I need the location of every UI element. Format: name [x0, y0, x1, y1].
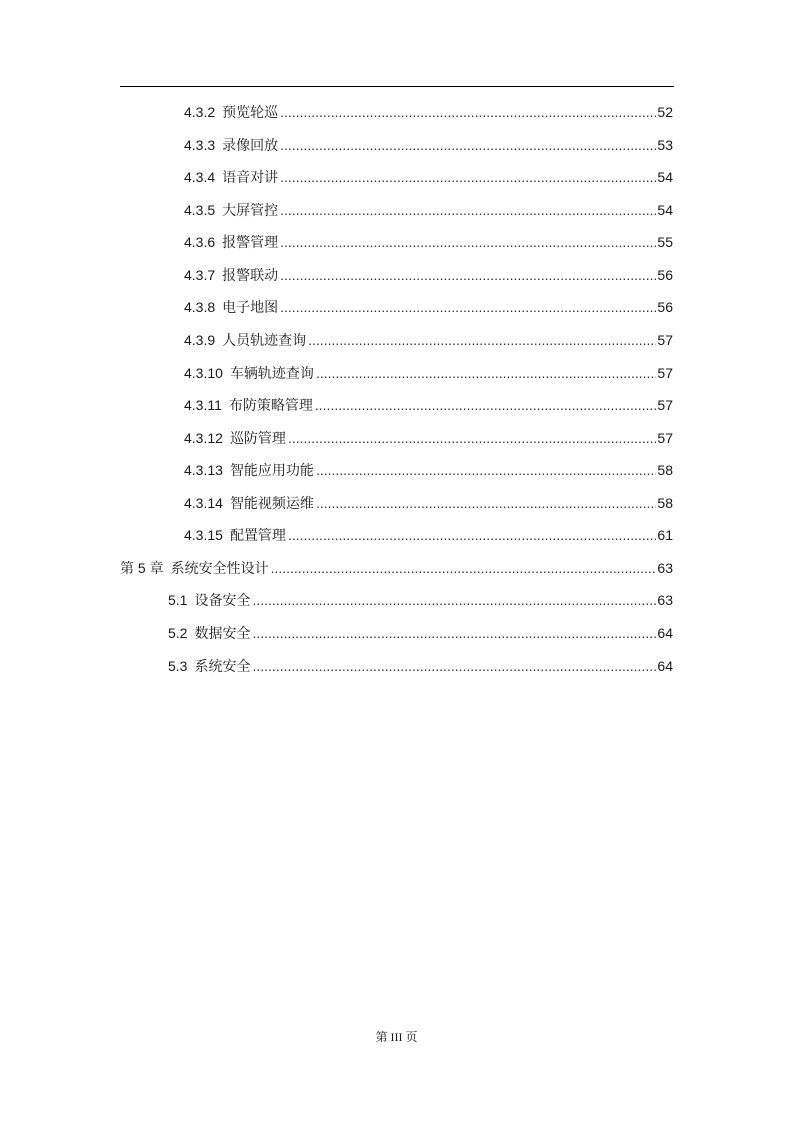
toc-entry[interactable] — [184, 167, 673, 187]
toc-leader-dots — [288, 428, 656, 448]
toc-leader-dots — [280, 167, 656, 187]
toc-entry-title: 报警管理 — [222, 234, 279, 250]
toc-entry-title: 设备安全 — [194, 592, 251, 608]
toc-entry-number: 4.3.15 — [184, 527, 223, 543]
toc-entry-title: 录像回放 — [222, 137, 279, 153]
toc-entry-number: 4.3.3 — [184, 137, 216, 153]
toc-entry-number: 4.3.7 — [184, 267, 216, 283]
toc-entry-title: 智能应用功能 — [229, 462, 314, 478]
toc-entry-number: 4.3.14 — [184, 495, 223, 511]
toc-entry-page: 53 — [657, 137, 673, 153]
toc-entry[interactable] — [168, 623, 673, 643]
toc-entry-page: 54 — [657, 202, 673, 218]
toc-leader-dots — [280, 200, 656, 220]
toc-leader-dots — [280, 102, 656, 122]
toc-leader-dots — [280, 297, 656, 317]
toc-entry[interactable] — [184, 395, 673, 415]
toc-entry-number: 4.3.12 — [184, 430, 223, 446]
toc-entry-title: 布防策略管理 — [228, 397, 313, 413]
toc-entry-title: 车辆轨迹查询 — [229, 365, 314, 381]
toc-entry-title: 报警联动 — [222, 267, 279, 283]
toc-entry-title: 电子地图 — [222, 299, 279, 315]
toc-entry-page: 57 — [657, 397, 673, 413]
toc-entry[interactable] — [184, 200, 673, 220]
toc-leader-dots — [271, 558, 657, 578]
toc-entry-page: 64 — [657, 658, 673, 674]
toc-entry-page: 54 — [657, 169, 673, 185]
toc-entry-page: 57 — [657, 430, 673, 446]
toc-entry-page: 58 — [657, 495, 673, 511]
toc-leader-dots — [308, 330, 656, 350]
toc-entry[interactable] — [184, 493, 673, 513]
toc-entry[interactable] — [184, 102, 673, 122]
toc-entry[interactable] — [184, 232, 673, 252]
toc-entry[interactable] — [184, 363, 673, 383]
toc-entry-number: 4.3.11 — [184, 397, 222, 413]
toc-entry-page: 63 — [657, 592, 673, 608]
toc-entry-number: 4.3.8 — [184, 299, 216, 315]
toc-entry-title: 配置管理 — [229, 527, 286, 543]
toc-entry[interactable] — [168, 590, 673, 610]
toc-entry-title: 人员轨迹查询 — [222, 332, 307, 348]
toc-entry-title: 预览轮巡 — [222, 104, 279, 120]
toc-entry-title: 智能视频运维 — [229, 495, 314, 511]
toc-entry-title: 系统安全 — [194, 658, 251, 674]
toc-entry[interactable] — [184, 428, 673, 448]
toc-entry-title: 大屏管控 — [222, 202, 279, 218]
toc-entry-title: 系统安全性设计 — [170, 560, 269, 576]
toc-entry-number: 5.2 — [168, 625, 188, 641]
toc-leader-dots — [288, 525, 656, 545]
toc-leader-dots — [316, 363, 656, 383]
toc-entry[interactable] — [168, 656, 673, 676]
toc-leader-dots — [280, 265, 656, 285]
toc-entry-number: 4.3.13 — [184, 462, 223, 478]
toc-entry-number: 4.3.5 — [184, 202, 216, 218]
toc-entry[interactable] — [184, 135, 673, 155]
toc-entry-page: 58 — [657, 462, 673, 478]
toc-entry-chapter[interactable] — [120, 558, 673, 578]
toc-entry-page: 61 — [657, 527, 673, 543]
toc-entry-page: 55 — [657, 234, 673, 250]
toc-entry-number: 5.3 — [168, 658, 188, 674]
toc-entry-title: 巡防管理 — [229, 430, 286, 446]
toc-leader-dots — [280, 232, 656, 252]
toc-leader-dots — [252, 590, 656, 610]
toc-entry[interactable] — [184, 460, 673, 480]
toc-leader-dots — [252, 623, 656, 643]
toc-entry-page: 52 — [657, 104, 673, 120]
toc-entry-page: 56 — [657, 299, 673, 315]
toc-entry[interactable] — [184, 297, 673, 317]
toc-leader-dots — [316, 460, 656, 480]
toc-entry-page: 56 — [657, 267, 673, 283]
page-number-footer: 第 III 页 — [375, 1030, 418, 1044]
toc-entry-number: 4.3.4 — [184, 169, 216, 185]
toc-leader-dots — [316, 493, 656, 513]
toc-entry-number: 5.1 — [168, 592, 188, 608]
toc-entry[interactable] — [184, 525, 673, 545]
toc-entry-page: 57 — [657, 332, 673, 348]
toc-entry-title: 语音对讲 — [222, 169, 279, 185]
toc-leader-dots — [280, 135, 656, 155]
toc-entry-page: 57 — [657, 365, 673, 381]
toc-entry-number: 4.3.6 — [184, 234, 216, 250]
toc-leader-dots — [315, 395, 657, 415]
toc-entry-title: 数据安全 — [194, 625, 251, 641]
toc-entry-page: 63 — [657, 560, 673, 576]
toc-entry[interactable] — [184, 330, 673, 350]
toc-entry-number: 第 5 章 — [120, 560, 164, 576]
toc-entry-number: 4.3.9 — [184, 332, 216, 348]
toc-entry-number: 4.3.10 — [184, 365, 223, 381]
toc-entry[interactable] — [184, 265, 673, 285]
toc-entry-number: 4.3.2 — [184, 104, 216, 120]
header-rule — [120, 86, 674, 87]
toc-entry-page: 64 — [657, 625, 673, 641]
toc-leader-dots — [252, 656, 656, 676]
